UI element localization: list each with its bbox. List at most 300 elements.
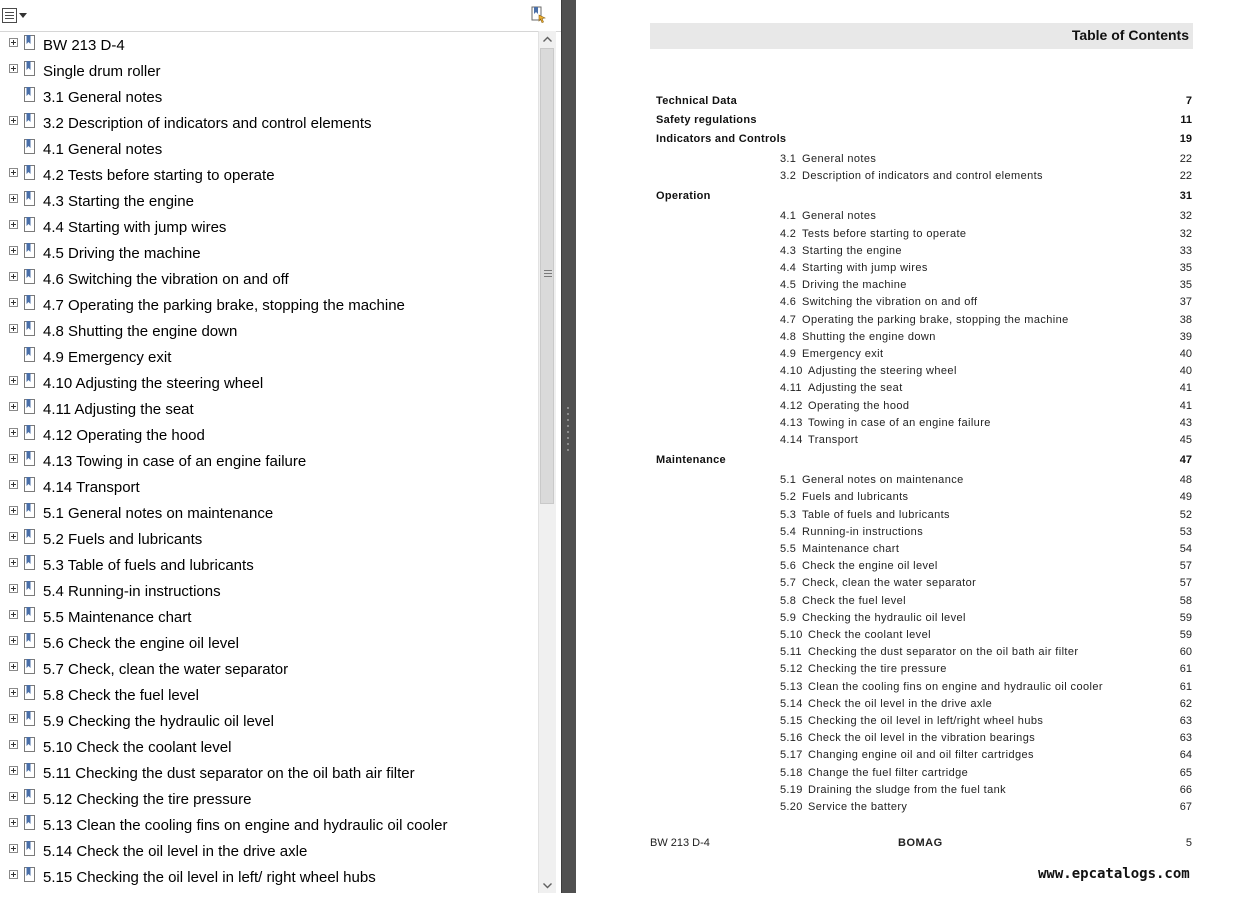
toc-page-number: 41	[1179, 382, 1192, 395]
toc-entry-title: Checking the tire pressure	[808, 663, 947, 676]
toc-page-number: 37	[1179, 296, 1192, 309]
footer-page-number: 5	[1185, 837, 1192, 849]
bookmark-label: 4.5 Driving the machine	[43, 245, 201, 262]
toc-section[interactable]	[576, 95, 1251, 109]
toc-page-number: 66	[1179, 783, 1192, 796]
toc-entry[interactable]	[576, 784, 1251, 798]
bookmark-icon	[23, 294, 37, 312]
bookmark-label: 3.2 Description of indicators and control elements	[43, 115, 372, 132]
toc-page-number: 35	[1179, 262, 1192, 274]
toc-entry-number: 5.8	[780, 594, 797, 607]
toc-entry-number: 5.18	[780, 766, 803, 779]
bookmark-icon	[23, 216, 37, 234]
bookmark-item[interactable]	[0, 735, 537, 761]
bookmark-icon	[23, 814, 37, 832]
bookmark-label: 5.9 Checking the hydraulic oil level	[43, 713, 274, 730]
bookmark-item[interactable]	[0, 501, 537, 527]
toc-entry-number: 4.14	[780, 434, 803, 446]
toc-entry-title: Adjusting the seat	[808, 382, 903, 395]
toc-entry-title: Towing in case of an engine failure	[808, 416, 991, 429]
expand-plus-icon[interactable]	[9, 402, 18, 411]
toc-entry[interactable]	[576, 245, 1251, 259]
toc-entry[interactable]	[576, 577, 1251, 591]
bookmark-label: 4.4 Starting with jump wires	[43, 219, 227, 236]
toc-entry-title: Check the oil level in the drive axle	[808, 697, 993, 710]
toc-page-number: 31	[1179, 190, 1192, 203]
grip-icon	[544, 270, 552, 277]
expand-plus-icon[interactable]	[9, 558, 18, 567]
expand-plus-icon[interactable]	[9, 116, 18, 125]
toc-page-number: 64	[1179, 749, 1192, 762]
bookmark-item[interactable]	[0, 553, 537, 579]
bookmark-item[interactable]	[0, 709, 537, 735]
toc-entry-title: General notes on maintenance	[802, 474, 964, 487]
toc-entry[interactable]	[576, 348, 1251, 362]
toc-page-number: 22	[1179, 153, 1192, 165]
toc-entry-number: 5.2	[780, 491, 797, 504]
toc-page-number: 61	[1179, 680, 1192, 693]
bookmark-item[interactable]	[0, 33, 537, 59]
toc-entry-number: 4.2	[780, 227, 797, 240]
toc-entry-number: 4.9	[780, 348, 797, 360]
expand-plus-icon[interactable]	[9, 636, 18, 645]
toc-page-number: 41	[1179, 399, 1192, 412]
expand-plus-icon[interactable]	[9, 480, 18, 489]
toc-entry-number: 4.7	[780, 313, 797, 326]
bookmarks-panel	[0, 0, 561, 893]
expand-plus-icon[interactable]	[9, 870, 18, 879]
bookmark-label: 5.15 Checking the oil level in left/ right wheel hubs	[43, 869, 376, 886]
toc-entry[interactable]	[576, 279, 1251, 293]
expand-plus-icon[interactable]	[9, 662, 18, 671]
toc-section[interactable]	[576, 133, 1251, 147]
toc-entry[interactable]	[576, 595, 1251, 609]
bookmark-label: 4.3 Starting the engine	[43, 193, 194, 210]
toc-page-number: 59	[1179, 629, 1192, 641]
scroll-up-button[interactable]	[539, 32, 556, 47]
expand-plus-icon[interactable]	[9, 610, 18, 619]
expand-plus-icon[interactable]	[9, 246, 18, 255]
toc-entry-number: 5.4	[780, 525, 797, 538]
toc-entry[interactable]	[576, 434, 1251, 448]
bookmark-label: 4.9 Emergency exit	[43, 349, 172, 366]
toc-entry-number: 5.19	[780, 783, 803, 796]
toc-entry[interactable]	[576, 681, 1251, 695]
toc-page-number: 11	[1180, 114, 1192, 126]
toc-page-number: 60	[1179, 646, 1192, 659]
chevron-down-icon	[539, 878, 556, 893]
toc-page-number: 33	[1179, 244, 1192, 257]
toc-page-number: 32	[1179, 227, 1192, 240]
bookmark-icon	[23, 372, 37, 390]
expand-plus-icon[interactable]	[9, 376, 18, 385]
toc-entry[interactable]	[576, 296, 1251, 310]
toc-page-number: 52	[1179, 508, 1192, 521]
toc-page-number: 49	[1179, 491, 1192, 504]
page-title: Table of Contents	[1071, 27, 1189, 43]
toc-section-title: Safety regulations	[656, 114, 757, 126]
toc-entry-title: Switching the vibration on and off	[802, 296, 978, 309]
bookmark-label: 4.1 General notes	[43, 141, 163, 158]
bookmark-icon	[23, 840, 37, 858]
toc-entry-title: Starting the engine	[802, 244, 902, 257]
bookmark-icon	[23, 320, 37, 338]
toc-page-number: 59	[1179, 611, 1192, 624]
bookmark-icon	[23, 580, 37, 598]
bookmark-label: Single drum roller	[43, 63, 161, 80]
toc-page-number: 62	[1179, 697, 1192, 710]
bookmark-label: 5.13 Clean the cooling fins on engine and hydraulic oil cooler	[43, 817, 448, 834]
toc-entry[interactable]	[576, 210, 1251, 224]
toc-entry-number: 5.6	[780, 560, 797, 573]
bookmark-item[interactable]	[0, 579, 537, 605]
bookmark-label: 4.8 Shutting the engine down	[43, 323, 238, 340]
toc-entry[interactable]	[576, 526, 1251, 540]
toc-page-number: 63	[1179, 715, 1192, 727]
bookmark-item[interactable]	[0, 85, 537, 111]
expand-plus-icon[interactable]	[9, 428, 18, 437]
bookmark-item[interactable]	[0, 189, 537, 215]
toc-entry[interactable]	[576, 228, 1251, 242]
toc-entry[interactable]	[576, 382, 1251, 396]
toc-entry-title: Description of indicators and control elements	[802, 170, 1043, 183]
toc-section[interactable]	[576, 114, 1251, 128]
toc-entry-number: 5.9	[780, 611, 797, 624]
toc-entry-title: Check, clean the water separator	[802, 577, 977, 590]
expand-plus-icon[interactable]	[9, 766, 18, 775]
toc-page-number: 39	[1179, 330, 1192, 343]
bookmark-label: 5.2 Fuels and lubricants	[43, 531, 203, 548]
expand-plus-icon[interactable]	[9, 272, 18, 281]
toc-entry-title: Fuels and lubricants	[802, 491, 909, 504]
toc-section[interactable]	[576, 190, 1251, 204]
toc-entry[interactable]	[576, 417, 1251, 431]
options-menu-button[interactable]	[2, 7, 28, 25]
toc-entry[interactable]	[576, 331, 1251, 345]
bookmark-icon	[23, 424, 37, 442]
toc-page-number: 47	[1179, 454, 1192, 467]
toc-entry-title: Changing engine oil and oil filter cartridges	[808, 749, 1034, 762]
expand-plus-icon[interactable]	[9, 324, 18, 333]
toc-entry-title: General notes	[802, 153, 877, 165]
toc-entry-number: 4.5	[780, 279, 797, 292]
bookmark-label: 4.14 Transport	[43, 479, 140, 496]
expand-plus-icon[interactable]	[9, 506, 18, 515]
bookmark-icon	[23, 502, 37, 520]
toc-entry[interactable]	[576, 629, 1251, 643]
toc-page-number: 67	[1179, 801, 1192, 813]
bookmark-icon	[23, 138, 37, 156]
bookmark-item[interactable]	[0, 345, 537, 371]
footer-brand: BOMAG	[898, 837, 943, 849]
bookmark-label: 4.12 Operating the hood	[43, 427, 205, 444]
bookmark-label: 3.1 General notes	[43, 89, 163, 106]
bookmark-label: 4.11 Adjusting the seat	[43, 401, 194, 418]
expand-bookmark-button[interactable]	[530, 6, 548, 24]
bookmark-item[interactable]	[0, 371, 537, 397]
bookmark-label: 5.1 General notes on maintenance	[43, 505, 274, 522]
expand-plus-icon[interactable]	[9, 298, 18, 307]
expand-plus-icon[interactable]	[9, 38, 18, 47]
toc-entry[interactable]	[576, 749, 1251, 763]
toc-entry-title: Change the fuel filter cartridge	[808, 766, 969, 779]
toc-entry-title: Checking the hydraulic oil level	[802, 611, 966, 624]
toc-section-title: Operation	[656, 190, 711, 203]
bookmark-icon	[23, 190, 37, 208]
bookmarks-scrollbar[interactable]	[538, 31, 556, 893]
options-icon	[2, 8, 17, 23]
bookmark-label: 5.3 Table of fuels and lubricants	[43, 557, 254, 574]
expand-plus-icon[interactable]	[9, 844, 18, 853]
expand-plus-icon[interactable]	[9, 688, 18, 697]
bookmark-item[interactable]	[0, 449, 537, 475]
expand-plus-icon[interactable]	[9, 714, 18, 723]
expand-plus-icon[interactable]	[9, 584, 18, 593]
toc-page-number: 61	[1179, 663, 1192, 676]
bookmark-item[interactable]	[0, 657, 537, 683]
toc-entry[interactable]	[576, 262, 1251, 276]
scroll-thumb[interactable]	[540, 48, 554, 504]
toc-entry-title: Check the engine oil level	[802, 560, 938, 573]
bookmark-item[interactable]	[0, 865, 537, 891]
bookmark-label: 4.2 Tests before starting to operate	[43, 167, 275, 184]
expand-plus-icon[interactable]	[9, 740, 18, 749]
bookmark-item[interactable]	[0, 683, 537, 709]
toc-entry-number: 4.10	[780, 365, 803, 378]
toc-entry[interactable]	[576, 646, 1251, 660]
bookmark-item[interactable]	[0, 475, 537, 501]
scroll-down-button[interactable]	[539, 878, 556, 893]
toc-page-number: 40	[1179, 348, 1192, 360]
bookmark-tree	[0, 33, 537, 893]
bookmark-item[interactable]	[0, 267, 537, 293]
toc-entry-number: 4.6	[780, 296, 797, 309]
toc-page-number: 43	[1179, 416, 1192, 429]
toc-entry[interactable]	[576, 698, 1251, 712]
toc-entry-number: 5.5	[780, 543, 797, 555]
toc-page-number: 38	[1179, 313, 1192, 326]
bookmark-label: 5.7 Check, clean the water separator	[43, 661, 289, 678]
bookmark-icon	[23, 658, 37, 676]
toc-entry[interactable]	[576, 543, 1251, 557]
expand-plus-icon[interactable]	[9, 532, 18, 541]
expand-plus-icon[interactable]	[9, 454, 18, 463]
bookmark-item[interactable]	[0, 839, 537, 865]
toc-entry-title: Tests before starting to operate	[802, 227, 967, 240]
bookmark-icon	[23, 60, 37, 78]
expand-plus-icon[interactable]	[9, 792, 18, 801]
toc-entry-title: Checking the oil level in left/right wheel hubs	[808, 715, 1044, 727]
pane-splitter[interactable]	[561, 0, 577, 893]
bookmark-item[interactable]	[0, 163, 537, 189]
bookmark-label: 5.5 Maintenance chart	[43, 609, 192, 626]
toc-entry-number: 4.11	[780, 382, 802, 395]
toc-entry-number: 5.11	[780, 646, 802, 659]
bookmark-label: 5.10 Check the coolant level	[43, 739, 232, 756]
toc-entry-number: 4.4	[780, 262, 797, 274]
toc-page-number: 65	[1179, 766, 1192, 779]
toc-page-number: 57	[1179, 560, 1192, 573]
bookmark-item[interactable]	[0, 423, 537, 449]
bookmark-label: 4.6 Switching the vibration on and off	[43, 271, 289, 288]
toc-entry[interactable]	[576, 153, 1251, 167]
bookmark-item[interactable]	[0, 215, 537, 241]
bookmark-icon	[23, 34, 37, 52]
toc-entry-title: Table of fuels and lubricants	[802, 508, 950, 521]
toc-entry-number: 3.1	[780, 153, 797, 165]
bookmark-icon	[23, 866, 37, 884]
toc-page-number: 54	[1179, 543, 1192, 555]
bookmark-icon	[23, 554, 37, 572]
bookmark-icon	[23, 684, 37, 702]
toc-entry-number: 5.1	[780, 474, 797, 487]
toc-entry[interactable]	[576, 491, 1251, 505]
toc-entry-title: Operating the parking brake, stopping the machine	[802, 313, 1069, 326]
bookmark-item[interactable]	[0, 631, 537, 657]
toc-entry[interactable]	[576, 474, 1251, 488]
bookmark-item[interactable]	[0, 293, 537, 319]
toc-entry-title: Check the oil level in the vibration bearings	[808, 732, 1036, 745]
toc-entry[interactable]	[576, 801, 1251, 815]
toc-page-number: 35	[1179, 279, 1192, 292]
toc-entry[interactable]	[576, 663, 1251, 677]
toc-entry-title: Adjusting the steering wheel	[808, 365, 957, 378]
toc-entry[interactable]	[576, 715, 1251, 729]
toc-entry-number: 4.3	[780, 244, 797, 257]
expand-plus-icon[interactable]	[9, 818, 18, 827]
bookmark-item[interactable]	[0, 137, 537, 163]
expand-plus-icon[interactable]	[9, 168, 18, 177]
toc-entry[interactable]	[576, 612, 1251, 626]
bookmark-item[interactable]	[0, 605, 537, 631]
bookmark-item[interactable]	[0, 59, 537, 85]
toc-section-title: Maintenance	[656, 454, 726, 467]
toc-entry[interactable]	[576, 732, 1251, 746]
toc-entry[interactable]	[576, 509, 1251, 523]
bookmark-icon	[23, 268, 37, 286]
bookmark-label: 4.10 Adjusting the steering wheel	[43, 375, 264, 392]
toc-entry-title: Draining the sludge from the fuel tank	[808, 783, 1007, 796]
toc-page-number: 19	[1179, 133, 1192, 145]
toc-section-title: Indicators and Controls	[656, 133, 787, 145]
bookmark-item[interactable]	[0, 813, 537, 839]
toc-page-number: 48	[1179, 474, 1192, 487]
toc-entry[interactable]	[576, 170, 1251, 184]
bookmark-icon	[23, 164, 37, 182]
bookmark-icon	[23, 346, 37, 364]
toc-entry-number: 5.20	[780, 801, 803, 813]
bookmark-label: BW 213 D-4	[43, 37, 125, 54]
toc-entry[interactable]	[576, 365, 1251, 379]
toc-entry-title: Transport	[808, 434, 859, 446]
bookmark-icon	[23, 528, 37, 546]
footer-model: BW 213 D-4	[650, 837, 710, 849]
toc-page-number: 32	[1179, 210, 1192, 223]
bookmark-label: 5.8 Check the fuel level	[43, 687, 199, 704]
toc-section[interactable]	[576, 454, 1251, 468]
toc-entry-number: 5.12	[780, 663, 803, 676]
toc-entry-title: Clean the cooling fins on engine and hydraulic oil cooler	[808, 680, 1103, 693]
toc-page-number: 45	[1179, 434, 1192, 446]
bookmark-label: 4.13 Towing in case of an engine failure	[43, 453, 307, 470]
toc-entry[interactable]	[576, 560, 1251, 574]
expand-plus-icon[interactable]	[9, 220, 18, 229]
toc-entry[interactable]	[576, 767, 1251, 781]
toc-page-number: 57	[1179, 577, 1192, 590]
toc-entry-title: Shutting the engine down	[802, 330, 936, 343]
toc-entry-number: 4.13	[780, 416, 803, 429]
toc-entry-title: General notes	[802, 210, 877, 223]
toc-entry-title: Operating the hood	[808, 399, 910, 412]
bookmark-icon	[23, 476, 37, 494]
bookmark-icon	[23, 112, 37, 130]
bookmark-label: 5.6 Check the engine oil level	[43, 635, 239, 652]
toc-page-number: 53	[1179, 525, 1192, 538]
document-page	[576, 0, 1251, 893]
toc-entry-number: 4.12	[780, 399, 803, 412]
bookmark-icon	[23, 788, 37, 806]
watermark: www.epcatalogs.com	[1038, 866, 1190, 882]
toc-entry-title: Starting with jump wires	[802, 262, 928, 274]
toc-header-band	[650, 23, 1193, 49]
toc-entry-number: 5.16	[780, 732, 803, 745]
bookmark-item[interactable]	[0, 761, 537, 787]
toc-entry-title: Check the coolant level	[808, 629, 931, 641]
bookmark-item[interactable]	[0, 319, 537, 345]
splitter-grip-icon	[566, 405, 572, 455]
toc-entry-number: 5.3	[780, 508, 797, 521]
toc-entry-number: 5.17	[780, 749, 803, 762]
toc-entry-number: 5.7	[780, 577, 797, 590]
toc-page-number: 22	[1179, 170, 1192, 183]
bookmark-icon	[23, 710, 37, 728]
toc-entry[interactable]	[576, 314, 1251, 328]
bookmark-item[interactable]	[0, 111, 537, 137]
toc-page-number: 58	[1179, 594, 1192, 607]
bookmark-icon	[23, 398, 37, 416]
bookmark-label: 5.11 Checking the dust separator on the oil bath air filter	[43, 765, 415, 782]
toc-section-title: Technical Data	[656, 95, 738, 107]
expand-plus-icon[interactable]	[9, 194, 18, 203]
toc-entry-number: 5.14	[780, 697, 803, 710]
toc-entry-number: 4.8	[780, 330, 797, 343]
bookmark-item[interactable]	[0, 527, 537, 553]
toc-entry-number: 3.2	[780, 170, 797, 183]
toc-entry-number: 5.13	[780, 680, 803, 693]
bookmark-icon	[23, 606, 37, 624]
bookmark-label: 5.12 Checking the tire pressure	[43, 791, 252, 808]
bookmarks-toolbar	[0, 0, 561, 32]
bookmark-icon	[23, 736, 37, 754]
toc-entry-title: Checking the dust separator on the oil bath air filter	[808, 646, 1079, 659]
bookmark-label: 4.7 Operating the parking brake, stopping the machine	[43, 297, 405, 314]
toc-page-number: 63	[1179, 732, 1192, 745]
toc-entry-title: Driving the machine	[802, 279, 907, 292]
bookmark-label: 5.4 Running-in instructions	[43, 583, 221, 600]
bookmark-item[interactable]	[0, 397, 537, 423]
toc-entry-title: Running-in instructions	[802, 525, 924, 538]
toc-entry-title: Emergency exit	[802, 348, 884, 360]
expand-plus-icon[interactable]	[9, 64, 18, 73]
bookmark-item[interactable]	[0, 787, 537, 813]
bookmark-item[interactable]	[0, 241, 537, 267]
bookmark-icon	[23, 242, 37, 260]
toc-entry[interactable]	[576, 400, 1251, 414]
toc-entry-title: Maintenance chart	[802, 543, 900, 555]
bookmark-icon	[23, 450, 37, 468]
toc-entry-title: Check the fuel level	[802, 594, 906, 607]
chevron-up-icon	[539, 32, 556, 47]
